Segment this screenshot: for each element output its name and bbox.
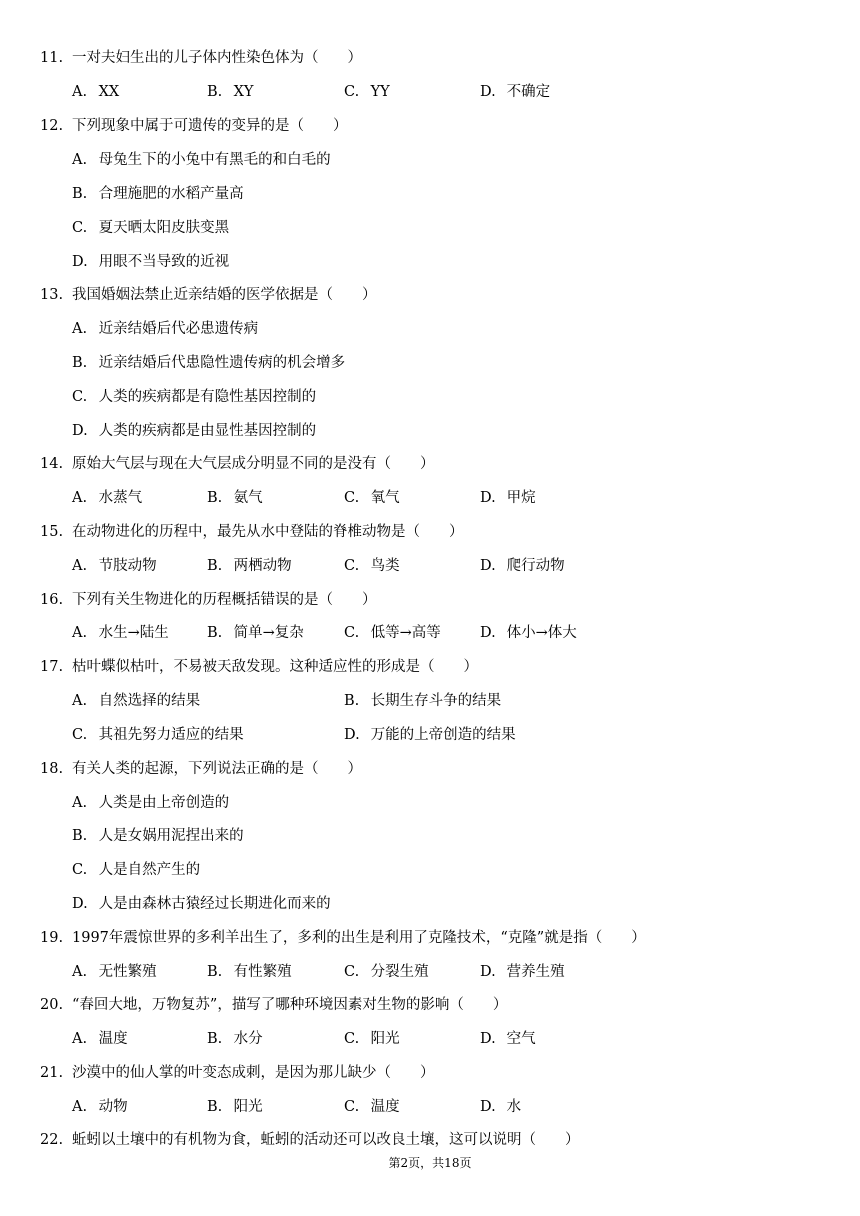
option-19-d bbox=[480, 960, 565, 984]
option-letter: D. bbox=[480, 964, 496, 980]
option-11-c bbox=[344, 80, 390, 104]
option-text: 用眼不当导致的近视 bbox=[98, 254, 230, 270]
option-letter: B. bbox=[207, 1031, 223, 1047]
question-11 bbox=[40, 46, 362, 70]
question-number: 14. bbox=[40, 456, 64, 472]
question-stem: 一对夫妇生出的儿子体内性染色体为（ ） bbox=[72, 50, 362, 66]
option-18-c bbox=[72, 858, 200, 882]
option-text: 母兔生下的小兔中有黑毛的和白毛的 bbox=[98, 152, 331, 168]
question-number: 17. bbox=[40, 659, 64, 675]
question-stem: 下列现象中属于可遗传的变异的是（ ） bbox=[72, 118, 348, 134]
option-text: 氧气 bbox=[370, 490, 400, 506]
option-letter: B. bbox=[344, 693, 360, 709]
option-18-b bbox=[72, 824, 244, 848]
option-19-c bbox=[344, 960, 429, 984]
question-stem: 下列有关生物进化的历程概括错误的是（ ） bbox=[72, 592, 377, 608]
question-17 bbox=[40, 655, 478, 679]
option-text: 温度 bbox=[370, 1099, 400, 1115]
option-text: 鸟类 bbox=[370, 558, 400, 574]
question-12 bbox=[40, 114, 348, 138]
option-letter: B. bbox=[207, 84, 223, 100]
question-stem: 在动物进化的历程中，最先从水中登陆的脊椎动物是（ ） bbox=[72, 524, 464, 540]
option-text: 爬行动物 bbox=[506, 558, 565, 574]
option-11-a bbox=[72, 80, 119, 104]
option-15-d bbox=[480, 554, 565, 578]
option-13-c bbox=[72, 385, 316, 409]
option-letter: A. bbox=[72, 964, 88, 980]
option-20-a bbox=[72, 1027, 128, 1051]
option-text: 温度 bbox=[98, 1031, 128, 1047]
option-19-a bbox=[72, 960, 157, 984]
option-text: 水 bbox=[506, 1099, 522, 1115]
option-16-b bbox=[207, 621, 304, 645]
option-text: 阳光 bbox=[370, 1031, 400, 1047]
option-21-a bbox=[72, 1095, 128, 1119]
option-letter: C. bbox=[72, 727, 88, 743]
question-number: 21. bbox=[40, 1065, 64, 1081]
option-letter: B. bbox=[72, 828, 88, 844]
option-letter: D. bbox=[72, 423, 88, 439]
option-16-d bbox=[480, 621, 577, 645]
option-text: XY bbox=[233, 84, 254, 100]
option-18-a bbox=[72, 791, 229, 815]
option-text: XX bbox=[98, 84, 120, 100]
question-13 bbox=[40, 283, 377, 307]
option-text: 有性繁殖 bbox=[233, 964, 292, 980]
option-12-a bbox=[72, 148, 331, 172]
question-number: 13. bbox=[40, 287, 64, 303]
question-stem: 沙漠中的仙人掌的叶变态成刺，是因为那儿缺少（ ） bbox=[72, 1065, 435, 1081]
option-17-b bbox=[344, 689, 501, 713]
option-letter: A. bbox=[72, 490, 88, 506]
option-text: 人是女娲用泥捏出来的 bbox=[98, 828, 244, 844]
question-stem: 我国婚姻法禁止近亲结婚的医学依据是（ ） bbox=[72, 287, 377, 303]
option-text: 分裂生殖 bbox=[370, 964, 429, 980]
question-19 bbox=[40, 926, 646, 950]
option-21-d bbox=[480, 1095, 521, 1119]
option-letter: B. bbox=[207, 558, 223, 574]
option-text: 营养生殖 bbox=[506, 964, 565, 980]
option-text: 简单→复杂 bbox=[233, 625, 304, 641]
option-16-c bbox=[344, 621, 441, 645]
option-text: 氨气 bbox=[233, 490, 263, 506]
option-letter: C. bbox=[72, 220, 88, 236]
option-text: 水蒸气 bbox=[98, 490, 143, 506]
option-12-c bbox=[72, 216, 229, 240]
option-text: 动物 bbox=[98, 1099, 128, 1115]
option-letter: C. bbox=[72, 862, 88, 878]
option-20-b bbox=[207, 1027, 263, 1051]
question-stem: 枯叶蝶似枯叶，不易被天敌发现。这种适应性的形成是（ ） bbox=[72, 659, 478, 675]
option-18-d bbox=[72, 892, 331, 916]
question-number: 12. bbox=[40, 118, 64, 134]
option-13-a bbox=[72, 317, 258, 341]
option-text: 体小→体大 bbox=[506, 625, 577, 641]
option-letter: C. bbox=[344, 964, 360, 980]
option-text: 夏天晒太阳皮肤变黑 bbox=[98, 220, 230, 236]
option-text: 自然选择的结果 bbox=[98, 693, 201, 709]
option-15-a bbox=[72, 554, 157, 578]
question-number: 16. bbox=[40, 592, 64, 608]
option-17-a bbox=[72, 689, 200, 713]
question-number: 18. bbox=[40, 761, 64, 777]
option-letter: B. bbox=[207, 625, 223, 641]
option-letter: C. bbox=[72, 389, 88, 405]
option-letter: D. bbox=[480, 1099, 496, 1115]
option-17-d bbox=[344, 723, 516, 747]
option-letter: A. bbox=[72, 152, 88, 168]
question-number: 15. bbox=[40, 524, 64, 540]
option-text: 阳光 bbox=[233, 1099, 263, 1115]
option-letter: A. bbox=[72, 693, 88, 709]
question-number: 19. bbox=[40, 930, 64, 946]
question-21 bbox=[40, 1061, 435, 1085]
option-letter: A. bbox=[72, 795, 88, 811]
option-letter: A. bbox=[72, 1031, 88, 1047]
option-letter: C. bbox=[344, 1099, 360, 1115]
option-12-d bbox=[72, 250, 229, 274]
option-letter: C. bbox=[344, 1031, 360, 1047]
option-14-a bbox=[72, 486, 142, 510]
question-stem: 1997年震惊世界的多利羊出生了，多利的出生是利用了克隆技术，“克隆”就是指（ ） bbox=[72, 930, 646, 946]
option-13-d bbox=[72, 419, 316, 443]
option-letter: B. bbox=[72, 355, 88, 371]
option-text: 人类是由上帝创造的 bbox=[98, 795, 230, 811]
option-14-b bbox=[207, 486, 263, 510]
question-stem: 蚯蚓以土壤中的有机物为食，蚯蚓的活动还可以改良土壤，这可以说明（ ） bbox=[72, 1132, 580, 1148]
option-letter: C. bbox=[344, 625, 360, 641]
option-letter: D. bbox=[480, 558, 496, 574]
page-footer: 第2页，共18页 bbox=[388, 1156, 472, 1170]
option-text: 长期生存斗争的结果 bbox=[370, 693, 502, 709]
option-letter: A. bbox=[72, 84, 88, 100]
option-letter: D. bbox=[480, 1031, 496, 1047]
option-text: 无性繁殖 bbox=[98, 964, 157, 980]
option-17-c bbox=[72, 723, 244, 747]
question-22 bbox=[40, 1128, 580, 1152]
option-21-c bbox=[344, 1095, 400, 1119]
option-letter: C. bbox=[344, 558, 360, 574]
option-text: 人类的疾病都是由显性基因控制的 bbox=[98, 423, 317, 439]
option-text: 人是由森林古猿经过长期进化而来的 bbox=[98, 896, 331, 912]
option-letter: C. bbox=[344, 84, 360, 100]
question-number: 22. bbox=[40, 1132, 64, 1148]
option-20-c bbox=[344, 1027, 400, 1051]
option-text: YY bbox=[370, 84, 390, 100]
question-18 bbox=[40, 757, 362, 781]
option-11-d bbox=[480, 80, 550, 104]
option-text: 人是自然产生的 bbox=[98, 862, 201, 878]
option-text: 两栖动物 bbox=[233, 558, 292, 574]
question-20 bbox=[40, 993, 507, 1017]
option-text: 水生→陆生 bbox=[98, 625, 169, 641]
option-19-b bbox=[207, 960, 292, 984]
option-letter: D. bbox=[72, 254, 88, 270]
question-stem: “春回大地，万物复苏”，描写了哪种环境因素对生物的影响（ ） bbox=[72, 997, 508, 1013]
option-letter: A. bbox=[72, 558, 88, 574]
option-letter: A. bbox=[72, 625, 88, 641]
option-letter: D. bbox=[344, 727, 360, 743]
question-stem: 有关人类的起源，下列说法正确的是（ ） bbox=[72, 761, 362, 777]
question-stem: 原始大气层与现在大气层成分明显不同的是没有（ ） bbox=[72, 456, 435, 472]
option-letter: D. bbox=[480, 490, 496, 506]
option-14-d bbox=[480, 486, 536, 510]
option-letter: B. bbox=[207, 490, 223, 506]
option-text: 节肢动物 bbox=[98, 558, 157, 574]
option-11-b bbox=[207, 80, 254, 104]
option-text: 近亲结婚后代患隐性遗传病的机会增多 bbox=[98, 355, 346, 371]
option-text: 合理施肥的水稻产量高 bbox=[98, 186, 244, 202]
option-text: 空气 bbox=[506, 1031, 536, 1047]
option-letter: D. bbox=[72, 896, 88, 912]
option-letter: C. bbox=[344, 490, 360, 506]
question-number: 20. bbox=[40, 997, 64, 1013]
question-number: 11. bbox=[40, 50, 64, 66]
option-text: 人类的疾病都是有隐性基因控制的 bbox=[98, 389, 317, 405]
option-text: 万能的上帝创造的结果 bbox=[370, 727, 516, 743]
option-text: 水分 bbox=[233, 1031, 263, 1047]
option-text: 低等→高等 bbox=[370, 625, 441, 641]
option-letter: B. bbox=[72, 186, 88, 202]
option-13-b bbox=[72, 351, 345, 375]
option-text: 不确定 bbox=[506, 84, 551, 100]
option-letter: A. bbox=[72, 1099, 88, 1115]
option-20-d bbox=[480, 1027, 536, 1051]
option-letter: A. bbox=[72, 321, 88, 337]
option-text: 其祖先努力适应的结果 bbox=[98, 727, 244, 743]
option-12-b bbox=[72, 182, 244, 206]
question-14 bbox=[40, 452, 435, 476]
option-letter: D. bbox=[480, 625, 496, 641]
option-21-b bbox=[207, 1095, 263, 1119]
option-text: 甲烷 bbox=[506, 490, 536, 506]
option-letter: B. bbox=[207, 964, 223, 980]
option-15-b bbox=[207, 554, 292, 578]
option-letter: B. bbox=[207, 1099, 223, 1115]
option-15-c bbox=[344, 554, 400, 578]
question-16 bbox=[40, 588, 377, 612]
question-15 bbox=[40, 520, 464, 544]
option-letter: D. bbox=[480, 84, 496, 100]
option-text: 近亲结婚后代必患遗传病 bbox=[98, 321, 259, 337]
option-14-c bbox=[344, 486, 400, 510]
option-16-a bbox=[72, 621, 169, 645]
